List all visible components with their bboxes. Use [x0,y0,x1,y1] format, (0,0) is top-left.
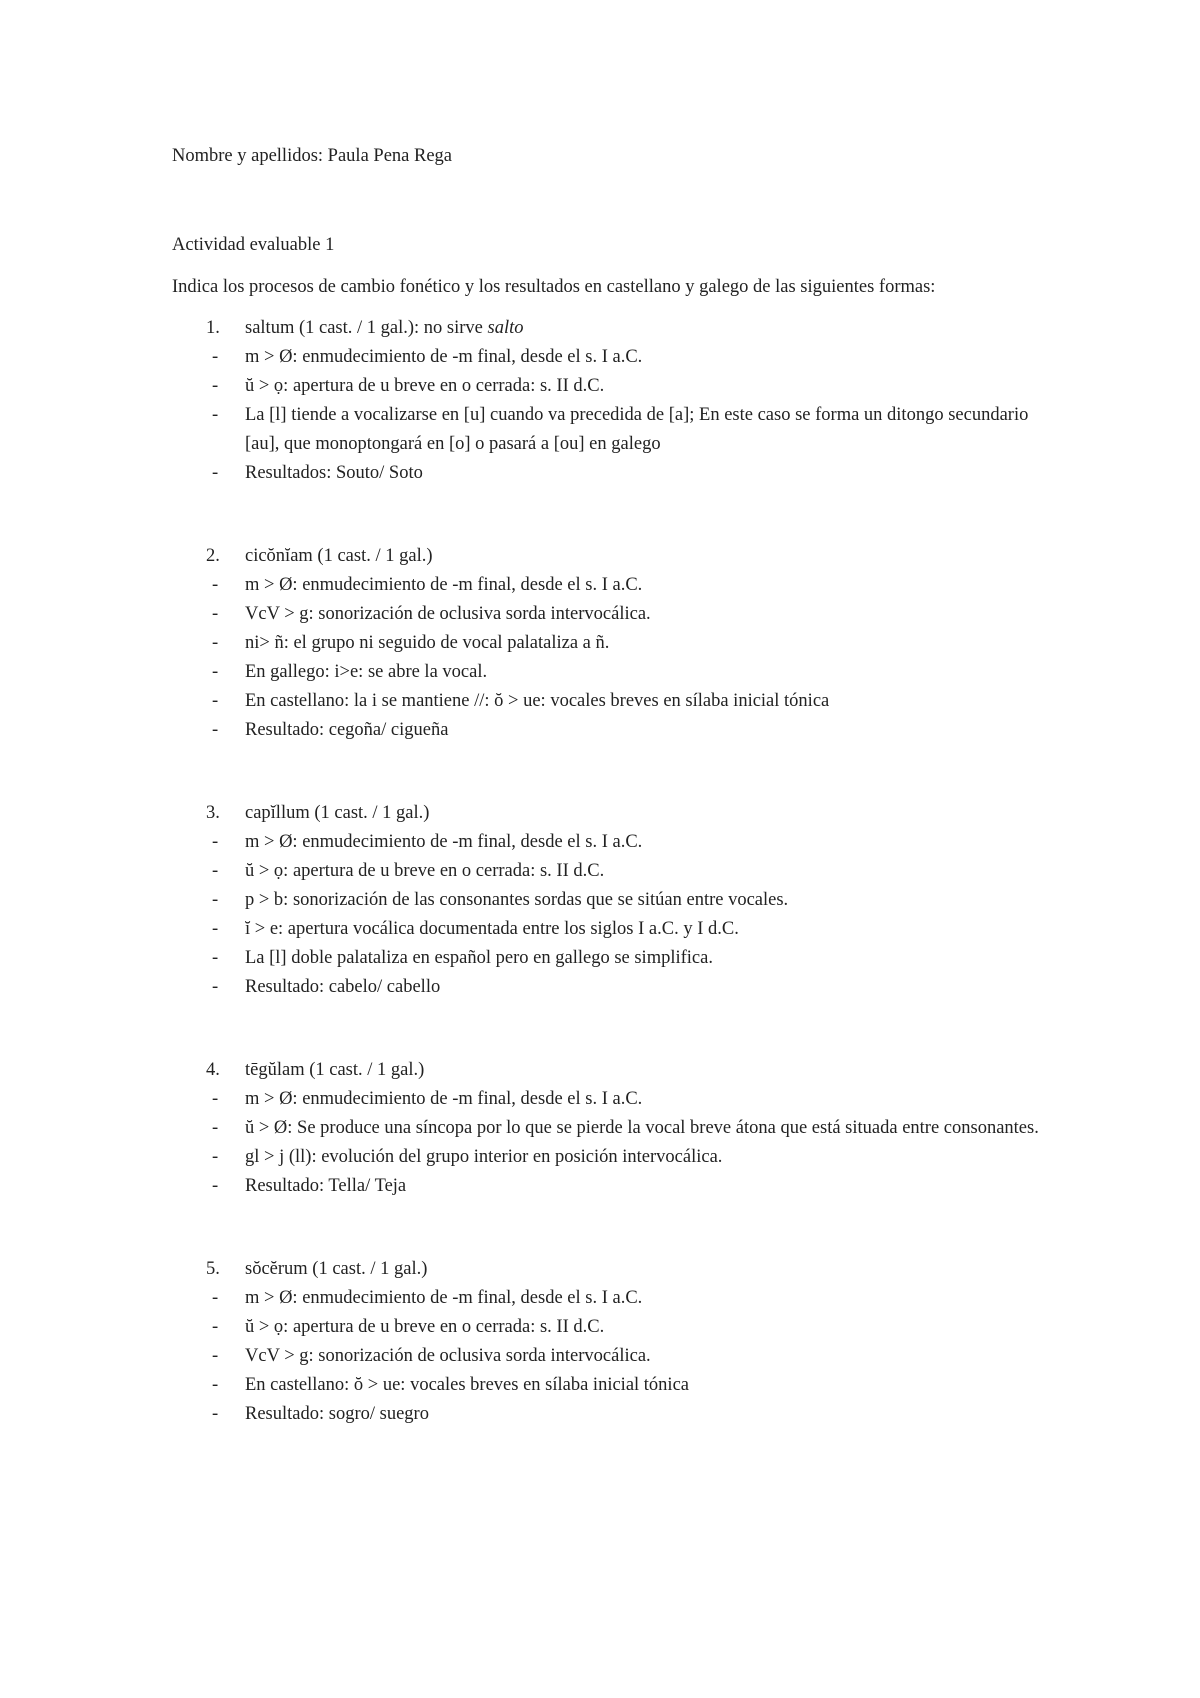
exercise-section [172,799,1052,1002]
bullet-text: gl > j (ll): evolución del grupo interior en posición intervocálica. [245,1147,723,1167]
exercise-heading [172,1056,1052,1085]
bullet-item [172,915,1052,944]
document-page [172,142,1052,1429]
bullet-text: En gallego: i>e: se abre la vocal. [245,662,488,682]
bullet-text: ni> ñ: el grupo ni seguido de vocal palataliza a ñ. [245,633,610,653]
bullet-item [172,973,1052,1002]
bullet-text: m > Ø: enmudecimiento de -m final, desde el s. I a.C. [245,832,643,852]
bullet-dash: - [212,604,219,624]
bullet-text: VcV > g: sonorización de oclusiva sorda intervocálica. [245,604,651,624]
bullet-dash: - [212,463,219,483]
bullet-dash: - [212,575,219,595]
bullet-text: m > Ø: enmudecimiento de -m final, desde el s. I a.C. [245,1288,643,1308]
bullet-text: Resultado: cegoña/ cigueña [245,720,449,740]
bullet-text: ŭ > Ø: Se produce una síncopa por lo que se pierde la vocal breve átona que está situada entre consonantes. [245,1118,1039,1138]
bullet-item [172,1342,1052,1371]
bullet-text: ŭ > ọ: apertura de u breve en o cerrada: s. II d.C. [245,376,605,396]
sections-list [172,314,1052,1429]
bullet-item [172,600,1052,629]
exercise-word: cicŏnĭam (1 cast. / 1 gal.) [245,546,433,566]
bullet-item [172,828,1052,857]
bullet-item [172,1114,1052,1143]
bullet-item [172,1172,1052,1201]
bullet-text: ĭ > e: apertura vocálica documentada entre los siglos I a.C. y I d.C. [245,919,739,939]
exercise-number: 1. [206,318,220,338]
bullet-item [172,1284,1052,1313]
bullet-dash: - [212,977,219,997]
bullet-item [172,658,1052,687]
exercise-number: 4. [206,1060,220,1080]
bullet-item [172,1400,1052,1429]
bullet-dash: - [212,347,219,367]
bullet-text: p > b: sonorización de las consonantes sordas que se sitúan entre vocales. [245,890,789,910]
bullet-item [172,372,1052,401]
bullet-dash: - [212,1147,219,1167]
bullet-text: m > Ø: enmudecimiento de -m final, desde el s. I a.C. [245,575,643,595]
exercise-heading [172,314,1052,343]
bullet-dash: - [212,1346,219,1366]
exercise-number: 2. [206,546,220,566]
instructions-paragraph: Indica los procesos de cambio fonético y los resultados en castellano y galego de las siguientes formas: [172,277,936,297]
bullet-item [172,944,1052,973]
bullet-item [172,1143,1052,1172]
bullet-dash: - [212,1118,219,1138]
bullet-dash: - [212,861,219,881]
exercise-heading [172,1255,1052,1284]
bullet-item [172,1313,1052,1342]
bullet-dash: - [212,1375,219,1395]
bullet-text: ŭ > ọ: apertura de u breve en o cerrada: s. II d.C. [245,861,605,881]
exercise-number: 3. [206,803,220,823]
bullet-text: VcV > g: sonorización de oclusiva sorda intervocálica. [245,1346,651,1366]
bullet-item [172,687,1052,716]
bullet-text: m > Ø: enmudecimiento de -m final, desde el s. I a.C. [245,1089,643,1109]
bullet-item [172,629,1052,658]
bullet-item [172,1085,1052,1114]
bullet-dash: - [212,720,219,740]
bullet-text: m > Ø: enmudecimiento de -m final, desde el s. I a.C. [245,347,643,367]
bullet-dash: - [212,405,219,425]
exercise-section [172,1056,1052,1201]
exercise-heading [172,542,1052,571]
exercise-heading [172,799,1052,828]
exercise-word: saltum (1 cast. / 1 gal.): no sirve [245,318,488,338]
bullet-item [172,459,1052,488]
bullet-text: En castellano: la i se mantiene //: ŏ > ue: vocales breves en sílaba inicial tónica [245,691,830,711]
exercise-note-italic: salto [487,318,524,338]
bullet-dash: - [212,1089,219,1109]
bullet-dash: - [212,832,219,852]
exercise-section [172,314,1052,488]
bullet-item [172,716,1052,745]
exercise-section [172,542,1052,745]
bullet-text: Resultado: cabelo/ cabello [245,977,441,997]
bullet-dash: - [212,890,219,910]
bullet-dash: - [212,376,219,396]
bullet-text: Resultado: Tella/ Teja [245,1176,407,1196]
exercise-word: capĭllum (1 cast. / 1 gal.) [245,803,430,823]
exercise-section [172,1255,1052,1429]
activity-title: Actividad evaluable 1 [172,235,335,255]
bullet-dash: - [212,691,219,711]
exercise-word: sŏcĕrum (1 cast. / 1 gal.) [245,1259,428,1279]
bullet-dash: - [212,1317,219,1337]
exercise-number: 5. [206,1259,220,1279]
exercise-word: tēgŭlam (1 cast. / 1 gal.) [245,1060,425,1080]
bullet-item [172,571,1052,600]
bullet-text: ŭ > ọ: apertura de u breve en o cerrada: s. II d.C. [245,1317,605,1337]
bullet-text: Resultado: sogro/ suegro [245,1404,429,1424]
bullet-text: Resultados: Souto/ Soto [245,463,423,483]
bullet-dash: - [212,662,219,682]
bullet-item [172,401,1052,459]
student-name-line: Nombre y apellidos: Paula Pena Rega [172,146,453,166]
bullet-item [172,1371,1052,1400]
bullet-dash: - [212,1404,219,1424]
bullet-text: La [l] doble palataliza en español pero en gallego se simplifica. [245,948,713,968]
bullet-item [172,886,1052,915]
bullet-dash: - [212,948,219,968]
bullet-dash: - [212,633,219,653]
bullet-dash: - [212,1176,219,1196]
bullet-text: En castellano: ŏ > ue: vocales breves en sílaba inicial tónica [245,1375,689,1395]
bullet-item [172,857,1052,886]
bullet-text: La [l] tiende a vocalizarse en [u] cuando va precedida de [a]; En este caso se forma un ditongo secundario [au], que monoptongará en [o] o pasará a [ou] en galego [245,405,1029,454]
bullet-item [172,343,1052,372]
bullet-dash: - [212,919,219,939]
bullet-dash: - [212,1288,219,1308]
